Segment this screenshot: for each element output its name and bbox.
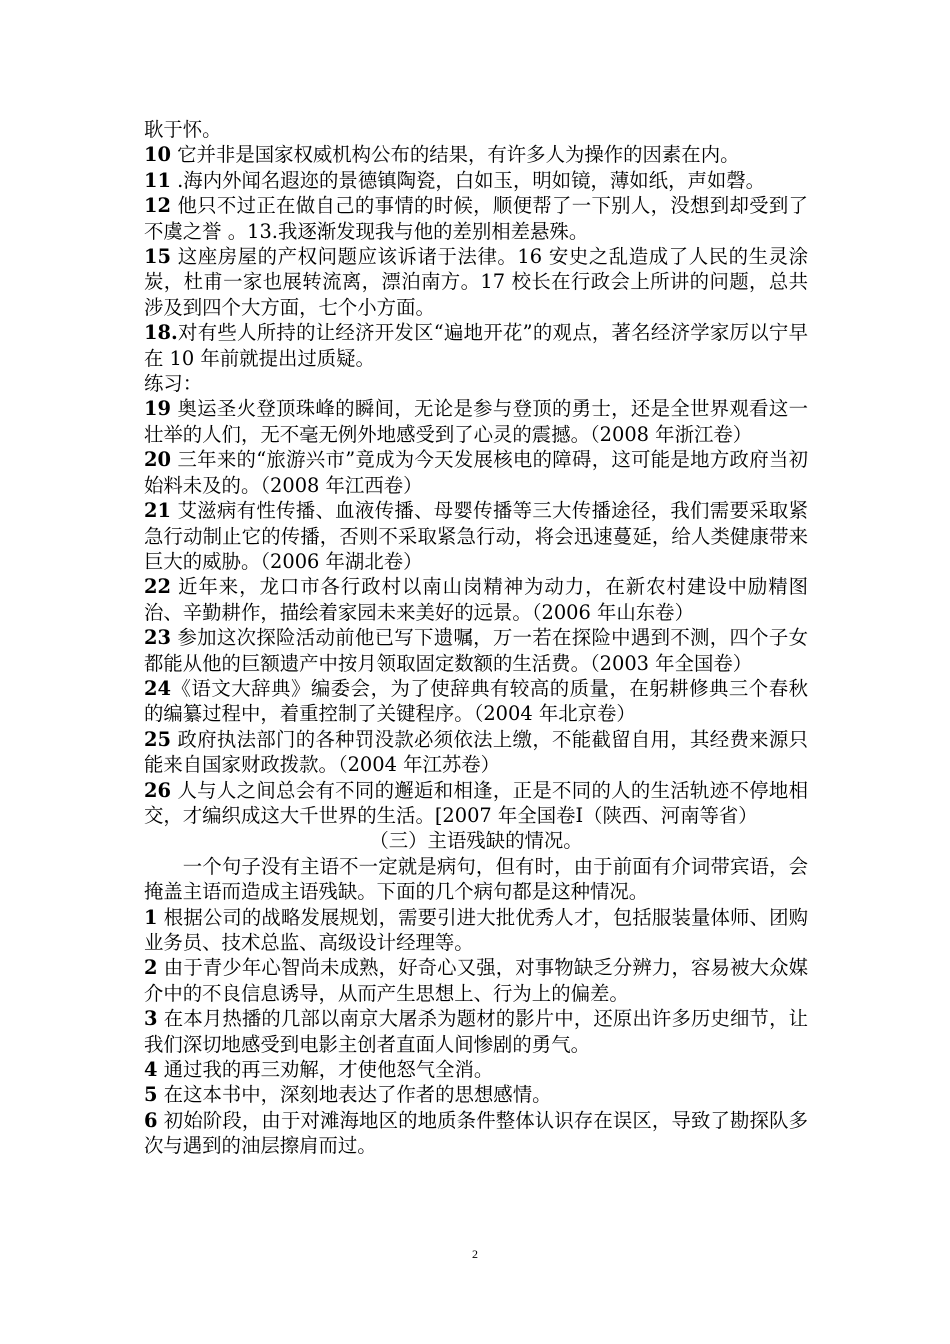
item-number: 24 <box>144 676 171 700</box>
paragraph-11 <box>144 625 808 676</box>
paragraph-1 <box>144 142 808 167</box>
item-number: 12 <box>144 194 171 218</box>
item-text: 在本月热播的几部以南京大屠杀为题材的影片中，还原出许多历史细节，让我们深切地感受到电影主创者直面人间惨剧的勇气。 <box>144 1007 808 1056</box>
paragraph-0 <box>144 117 808 142</box>
item-number: 25 <box>144 727 171 751</box>
paragraph-5 <box>144 320 808 371</box>
list-item-2 <box>144 955 808 1006</box>
item-text: 政府执法部门的各种罚没款必须依法上缴，不能截留自用，其经费来源只能来自国家财政拨款。（2004 年江苏卷） <box>144 727 808 777</box>
item-text: 根据公司的战略发展规划，需要引进大批优秀人才，包括服装量体师、团购业务员、技术总监、高级设计经理等。 <box>144 905 808 954</box>
paragraph-2 <box>144 168 808 193</box>
paragraph-9 <box>144 498 808 574</box>
item-text: 近年来，龙口市各行政村以南山岗精神为动力，在新农村建设中励精图治、辛勤耕作，描绘着家园未来美好的远景。（2006 年山东卷） <box>144 575 808 624</box>
item-number: 20 <box>144 448 171 472</box>
item-number: 23 <box>144 626 171 650</box>
list-item-3 <box>144 1006 808 1057</box>
paragraph-10 <box>144 574 808 625</box>
document-body <box>144 117 808 1159</box>
list-item-6 <box>144 1108 808 1159</box>
item-number: 22 <box>144 575 171 599</box>
paragraph-6 <box>144 371 808 396</box>
item-text: 练习： <box>144 372 203 396</box>
item-text: 这座房屋的产权问题应该诉诸于法律。16 安史之乱造成了人民的生灵涂炭，杜甫一家也展转流离，漂泊南方。17 校长在行政会上所讲的问题，总共涉及到四个大方面，七个小方面。 <box>144 245 808 319</box>
paragraph-4 <box>144 244 808 320</box>
item-number: 5 <box>144 1083 158 1107</box>
section-heading: （三）主语残缺的情况。 <box>369 829 583 853</box>
item-number: 2 <box>144 956 158 980</box>
paragraph-12 <box>144 676 808 727</box>
item-number: 21 <box>144 499 171 523</box>
item-number: 6 <box>144 1108 158 1132</box>
page-number: 2 <box>472 1247 478 1261</box>
item-number: 1 <box>144 905 158 929</box>
item-number: 15 <box>144 245 171 269</box>
item-text: 艾滋病有性传播、血液传播、母婴传播等三大传播途径，我们需要采取紧急行动制止它的传播，否则不采取紧急行动，将会迅速蔓延，给人类健康带来巨大的威胁。（2006 年湖北卷） <box>144 499 808 573</box>
item-number: 10 <box>144 143 171 167</box>
item-text: 它并非是国家权威机构公布的结果，有许多人为操作的因素在内。 <box>170 143 740 167</box>
item-number: 11 <box>144 168 171 192</box>
paragraph-3 <box>144 193 808 244</box>
item-number: 26 <box>144 778 171 802</box>
list-item-1 <box>144 905 808 956</box>
list-item-5 <box>144 1082 808 1107</box>
paragraph-7 <box>144 396 808 447</box>
item-number: 18. <box>144 321 178 345</box>
item-text: .海内外闻名遐迩的景德镇陶瓷，白如玉，明如镜，薄如纸，声如磬。 <box>170 168 766 192</box>
item-text: 在这本书中，深刻地表达了作者的思想感情。 <box>157 1083 552 1107</box>
paragraph-8 <box>144 447 808 498</box>
item-text: 三年来的“旅游兴市”竟成为今天发展核电的障碍，这可能是地方政府当初始料未及的。（2008 年江西卷） <box>144 448 808 497</box>
item-text: 奥运圣火登顶珠峰的瞬间，无论是参与登顶的勇士，还是全世界观看这一壮举的人们，无不毫无例外地感受到了心灵的震撼。（2008 年浙江卷） <box>144 397 808 446</box>
paragraph-13 <box>144 727 808 778</box>
item-text: 人与人之间总会有不同的邂逅和相逢，正是不同的人的生活轨迹不停地相交，才编织成这大千世界的生活。[2007 年全国卷Ⅰ（陕西、河南等省） <box>144 778 808 827</box>
section-intro: 一个句子没有主语不一定就是病句，但有时，由于前面有介词带宾语，会掩盖主语而造成主语残缺。下面的几个病句都是这种情况。 <box>144 854 808 904</box>
item-number: 4 <box>144 1058 158 1082</box>
item-text: 耿于怀。 <box>144 118 222 141</box>
item-number: 19 <box>144 397 171 421</box>
item-text: 对有些人所持的让经济开发区“遍地开花”的观点，著名经济学家厉以宁早在 10 年前就提出过质疑。 <box>144 321 808 370</box>
list-item-4 <box>144 1057 808 1082</box>
item-text: 参加这次探险活动前他已写下遗嘱，万一若在探险中遇到不测，四个子女都能从他的巨额遗产中按月领取固定数额的生活费。（2003 年全国卷） <box>144 626 808 675</box>
paragraph-14 <box>144 778 808 829</box>
item-text: 《语文大辞典》编委会，为了使辞典有较高的质量，在躬耕修典三个春秋的编纂过程中，着重控制了关键程序。（2004 年北京卷） <box>144 676 808 726</box>
item-number: 3 <box>144 1007 158 1031</box>
item-text: 他只不过正在做自己的事情的时候，顺便帮了一下别人，没想到却受到了不虞之誉 。13.我逐渐发现我与他的差别相差悬殊。 <box>144 194 808 243</box>
item-text: 由于青少年心智尚未成熟，好奇心又强，对事物缺乏分辨力，容易被大众媒介中的不良信息诱导，从而产生思想上、行为上的偏差。 <box>144 956 808 1005</box>
item-text: 初始阶段，由于对滩海地区的地质条件整体认识存在误区，导致了勘探队多次与遇到的油层擦肩而过。 <box>144 1108 808 1158</box>
item-text: 通过我的再三劝解，才使他怒气全消。 <box>157 1058 494 1082</box>
